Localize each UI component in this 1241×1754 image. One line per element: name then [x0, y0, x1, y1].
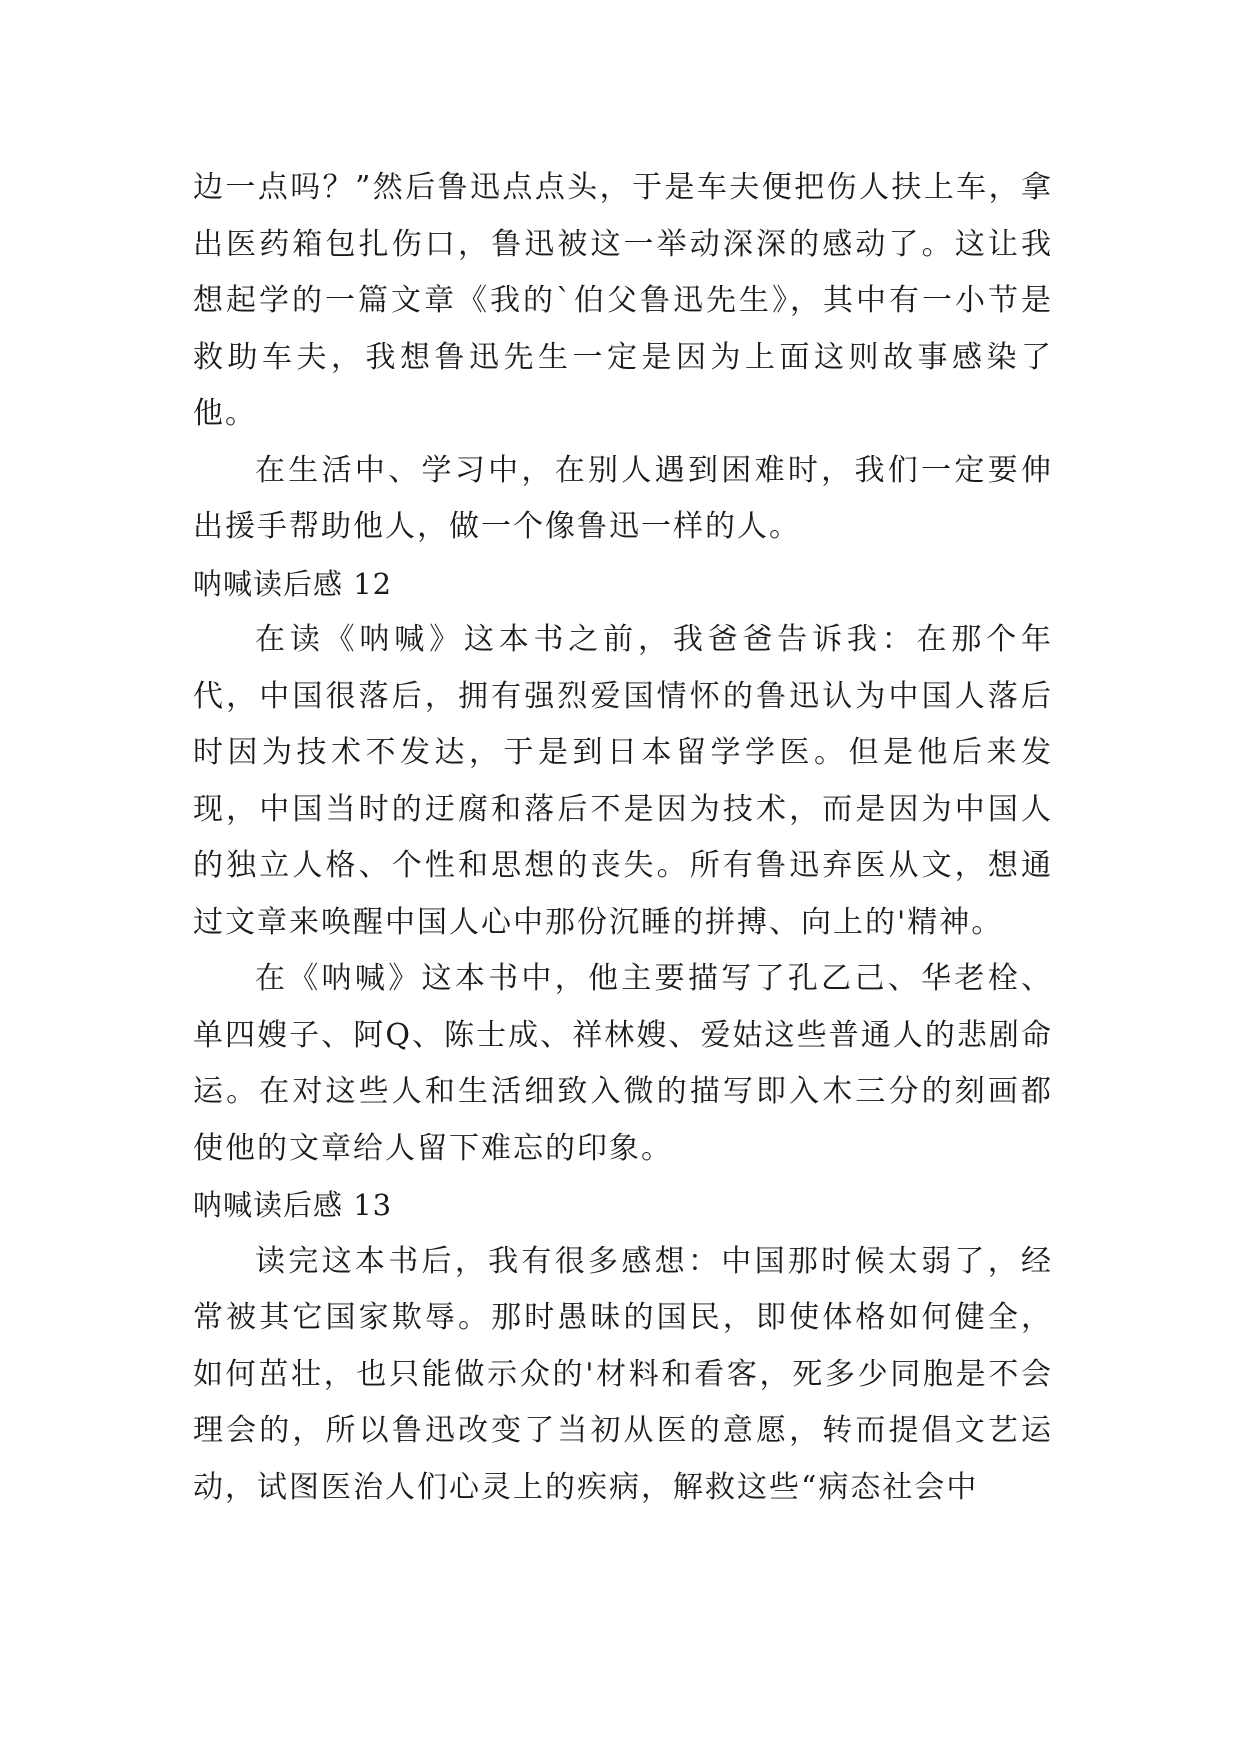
- paragraph-after-reading: 读完这本书后，我有很多感想：中国那时候太弱了，经常被其它国家欺辱。那时愚昧的国民，即使体格如何健全，如何茁壮，也只能做示众的'材料和看客，死多少同胞是不会理会的，所以鲁迅改变了当初从医的意愿，转而提倡文艺运动，试图医治人们心灵上的疾病，解救这些“病态社会中: [193, 1243, 1053, 1505]
- paragraph-continuation: 边一点吗？”然后鲁迅点点头，于是车夫便把伤人扶上车，拿出医药箱包扎伤口，鲁迅被这一举动深深的感动了。这让我想起学的一篇文章《我的`伯父鲁迅先生》，其中有一小节是救助车夫，我想鲁迅先生一定是因为上面这则故事感染了他。: [193, 170, 1053, 431]
- section-heading-13: 呐喊读后感 13: [193, 1188, 393, 1222]
- section-heading-12: 呐喊读后感 12: [193, 566, 393, 601]
- paragraph-before-reading: 在读《呐喊》这本书之前，我爸爸告诉我：在那个年代，中国很落后，拥有强烈爱国情怀的鲁迅认为中国人落后时因为技术不发达，于是到日本留学学医。但是他后来发现，中国当时的迂腐和落后不是因为技术，而是因为中国人的独立人格、个性和思想的丧失。所有鲁迅弃医从文，想通过文章来唤醒中国人心中那份沉睡的拼搏、向上的'精神。: [193, 622, 1053, 940]
- document-body: [193, 160, 1053, 1516]
- paragraph-characters: 在《呐喊》这本书中，他主要描写了孔乙己、华老栓、单四嫂子、阿Q、陈士成、祥林嫂、爱姑这些普通人的悲剧命运。在对这些人和生活细致入微的描写即入木三分的刻画都使他的文章给人留下难忘的印象。: [193, 961, 1053, 1166]
- paragraph-helping-others: 在生活中、学习中，在别人遇到困难时，我们一定要伸出援手帮助他人，做一个像鲁迅一样的人。: [193, 452, 1053, 544]
